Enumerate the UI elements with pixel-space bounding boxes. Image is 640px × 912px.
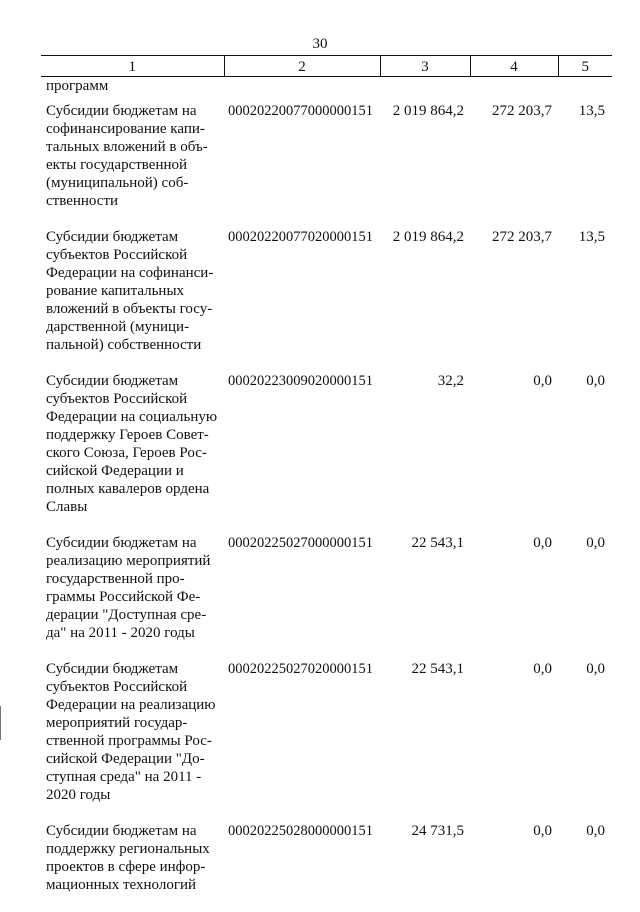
page-number: 30 [0,36,640,53]
row-name-line: проектов в сфере инфор- [46,858,222,876]
table-row [41,228,612,372]
row-name-line: рование капитальных [46,282,222,300]
row-name [41,102,224,228]
row-name-line: ственности [46,192,222,210]
row-code: 00020225027020000151 [224,660,380,822]
budget-table [41,55,612,912]
column-header-1: 1 [41,56,224,77]
row-name-line: субъектов Российской [46,678,222,696]
row-name-line: ственной программы Рос- [46,732,222,750]
row-name-line: поддержку региональных [46,840,222,858]
row-value-col4: 272 203,7 [470,228,558,372]
row-name-line: Субсидии бюджетам [46,228,222,246]
table-row [41,102,612,228]
row-code: 00020220077000000151 [224,102,380,228]
row-name-line: сийской Федерации и [46,462,222,480]
row-name-line: субъектов Российской [46,246,222,264]
row-code: 00020225027000000151 [224,534,380,660]
row-value-col4: 0,0 [470,822,558,912]
row-name-line: 2020 годы [46,786,222,804]
row-name-line: Федерации на софинанси- [46,264,222,282]
row-name-line: государственной про- [46,570,222,588]
row-name-line: реализацию мероприятий [46,552,222,570]
row-value-col4: 272 203,7 [470,102,558,228]
table-row [41,534,612,660]
row-value-col5: 0,0 [558,534,612,660]
row-value-col5: 0,0 [558,822,612,912]
row-value-col3: 22 543,1 [380,534,470,660]
column-header-4: 4 [470,56,558,77]
row-name-line: Субсидии бюджетам на [46,822,222,840]
row-name-line: сийской Федерации "До- [46,750,222,768]
column-header-3: 3 [380,56,470,77]
row-value-col4: 0,0 [470,372,558,534]
row-value-col5: 13,5 [558,228,612,372]
row-value-col3: 2 019 864,2 [380,228,470,372]
table-row [41,372,612,534]
row-name [41,822,224,912]
row-name-line: пальной) собственности [46,336,222,354]
row-name-line: да" на 2011 - 2020 годы [46,624,222,642]
row-name-line: софинансирование капи- [46,120,222,138]
continuation-text: программ [41,77,224,103]
table-header [41,56,612,77]
row-name-line: тальных вложений в объ- [46,138,222,156]
row-code: 00020220077020000151 [224,228,380,372]
continuation-row [41,77,612,103]
row-value-col3: 2 019 864,2 [380,102,470,228]
row-name-line: Федерации на реализацию [46,696,222,714]
column-header-5: 5 [558,56,612,77]
row-value-col3: 32,2 [380,372,470,534]
row-name-line: Субсидии бюджетам на [46,102,222,120]
row-name [41,534,224,660]
row-name-line: полных кавалеров ордена [46,480,222,498]
table-row [41,822,612,912]
row-name-line: граммы Российской Фе- [46,588,222,606]
row-value-col5: 0,0 [558,660,612,822]
row-name [41,372,224,534]
row-name-line: ступная среда" на 2011 - [46,768,222,786]
table-body [41,77,612,912]
row-code: 00020225028000000151 [224,822,380,912]
row-name-line: поддержку Героев Совет- [46,426,222,444]
row-name-line: мационных технологий [46,876,222,894]
row-name-line: дерации "Доступная сре- [46,606,222,624]
row-name-line: Федерации на социальную [46,408,222,426]
row-name-line: екты государственной [46,156,222,174]
row-name [41,228,224,372]
row-value-col3: 24 731,5 [380,822,470,912]
row-name-line: ского Союза, Героев Рос- [46,444,222,462]
row-name-line: вложений в объекты госу- [46,300,222,318]
row-value-col4: 0,0 [470,660,558,822]
table-row [41,660,612,822]
row-code: 00020223009020000151 [224,372,380,534]
row-name-line: (муниципальной) соб- [46,174,222,192]
row-name-line: Субсидии бюджетам на [46,534,222,552]
row-value-col5: 0,0 [558,372,612,534]
row-name-line: Субсидии бюджетам [46,660,222,678]
row-value-col4: 0,0 [470,534,558,660]
column-header-2: 2 [224,56,380,77]
row-name [41,660,224,822]
row-name-line: мероприятий государ- [46,714,222,732]
row-name-line: субъектов Российской [46,390,222,408]
row-name-line: дарственной (муници- [46,318,222,336]
row-value-col3: 22 543,1 [380,660,470,822]
row-name-line: Субсидии бюджетам [46,372,222,390]
row-name-line: Славы [46,498,222,516]
row-value-col5: 13,5 [558,102,612,228]
scan-margin-mark [0,706,1,740]
